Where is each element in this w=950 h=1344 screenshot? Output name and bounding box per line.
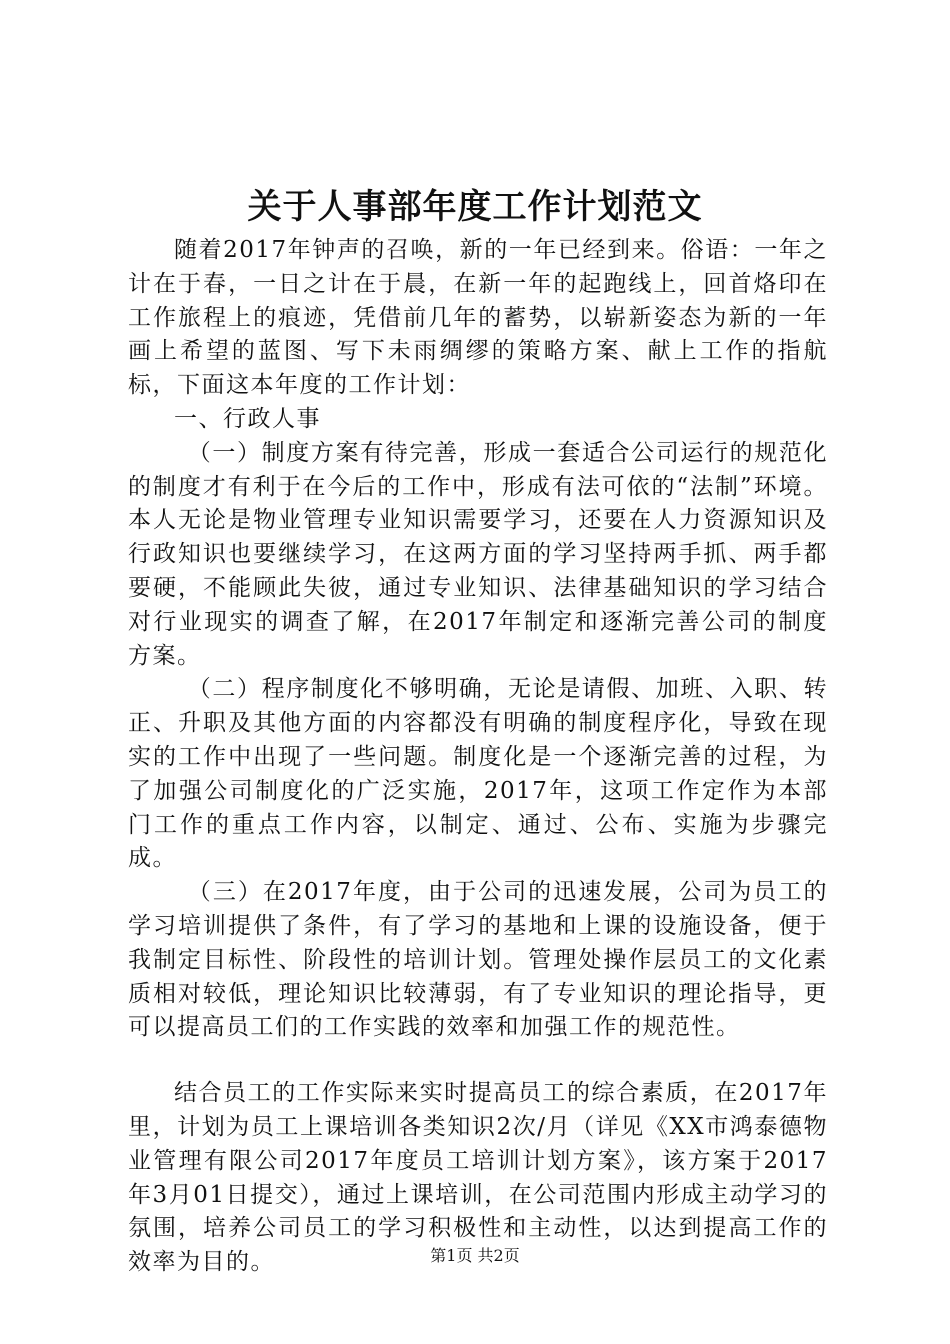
document-title: 关于人事部年度工作计划范文 — [247, 187, 703, 227]
intro-paragraph: 随着2017年钟声的召唤，新的一年已经到来。俗语：一年之计在于春，一日之计在于晨，在新一年的起跑线上，回首烙印在工作旅程上的痕迹，凭借前几年的蓄势，以崭新姿态为新的一年画上希望的蓝图、写下未雨绸缪的策略方案、献上工作的指航标，下面这本年度的工作计划： — [128, 237, 828, 399]
training-paragraph: 结合员工的工作实际来实时提高员工的综合素质，在2017年里，计划为员工上课培训各类知识2次/月（详见《XX市鸿泰德物业管理有限公司2017年度员工培训计划方案》，该方案于2017年3月01日提交），通过上课培训，在公司范围内形成主动学习的氛围，培养公司员工的学习积极性和主动性，以达到提高工作的效率为目的。 — [128, 1080, 828, 1276]
item-one-paragraph: （一）制度方案有待完善，形成一套适合公司运行的规范化的制度才有利于在今后的工作中，形成有法可依的“法制”环境。本人无论是物业管理专业知识需要学习，还要在人力资源知识及行政知识也要继续学习，在这两方面的学习坚持两手抓、两手都要硬，不能顾此失彼，通过专业知识、法律基础知识的学习结合对行业现实的调查了解，在2017年制定和逐渐完善公司的制度方案。 — [128, 439, 828, 669]
section-heading: 一、行政人事 — [174, 405, 321, 432]
page-number-footer: 第1页 共2页 — [430, 1246, 520, 1265]
item-three-paragraph: （三）在2017年度，由于公司的迅速发展，公司为员工的学习培训提供了条件，有了学习的基地和上课的设施设备，便于我制定目标性、阶段性的培训计划。管理处操作层员工的文化素质相对较低，理论知识比较薄弱，有了专业知识的理论指导，更可以提高员工们的工作实践的效率和加强工作的规范性。 — [128, 879, 828, 1041]
item-two-paragraph: （二）程序制度化不够明确，无论是请假、加班、入职、转正、升职及其他方面的内容都没有明确的制度程序化，导致在现实的工作中出现了一些问题。制度化是一个逐渐完善的过程，为了加强公司制度化的广泛实施，2017年，这项工作定作为本部门工作的重点工作内容，以制定、通过、公布、实施为步骤完成。 — [128, 676, 828, 872]
document-body — [128, 234, 828, 1280]
